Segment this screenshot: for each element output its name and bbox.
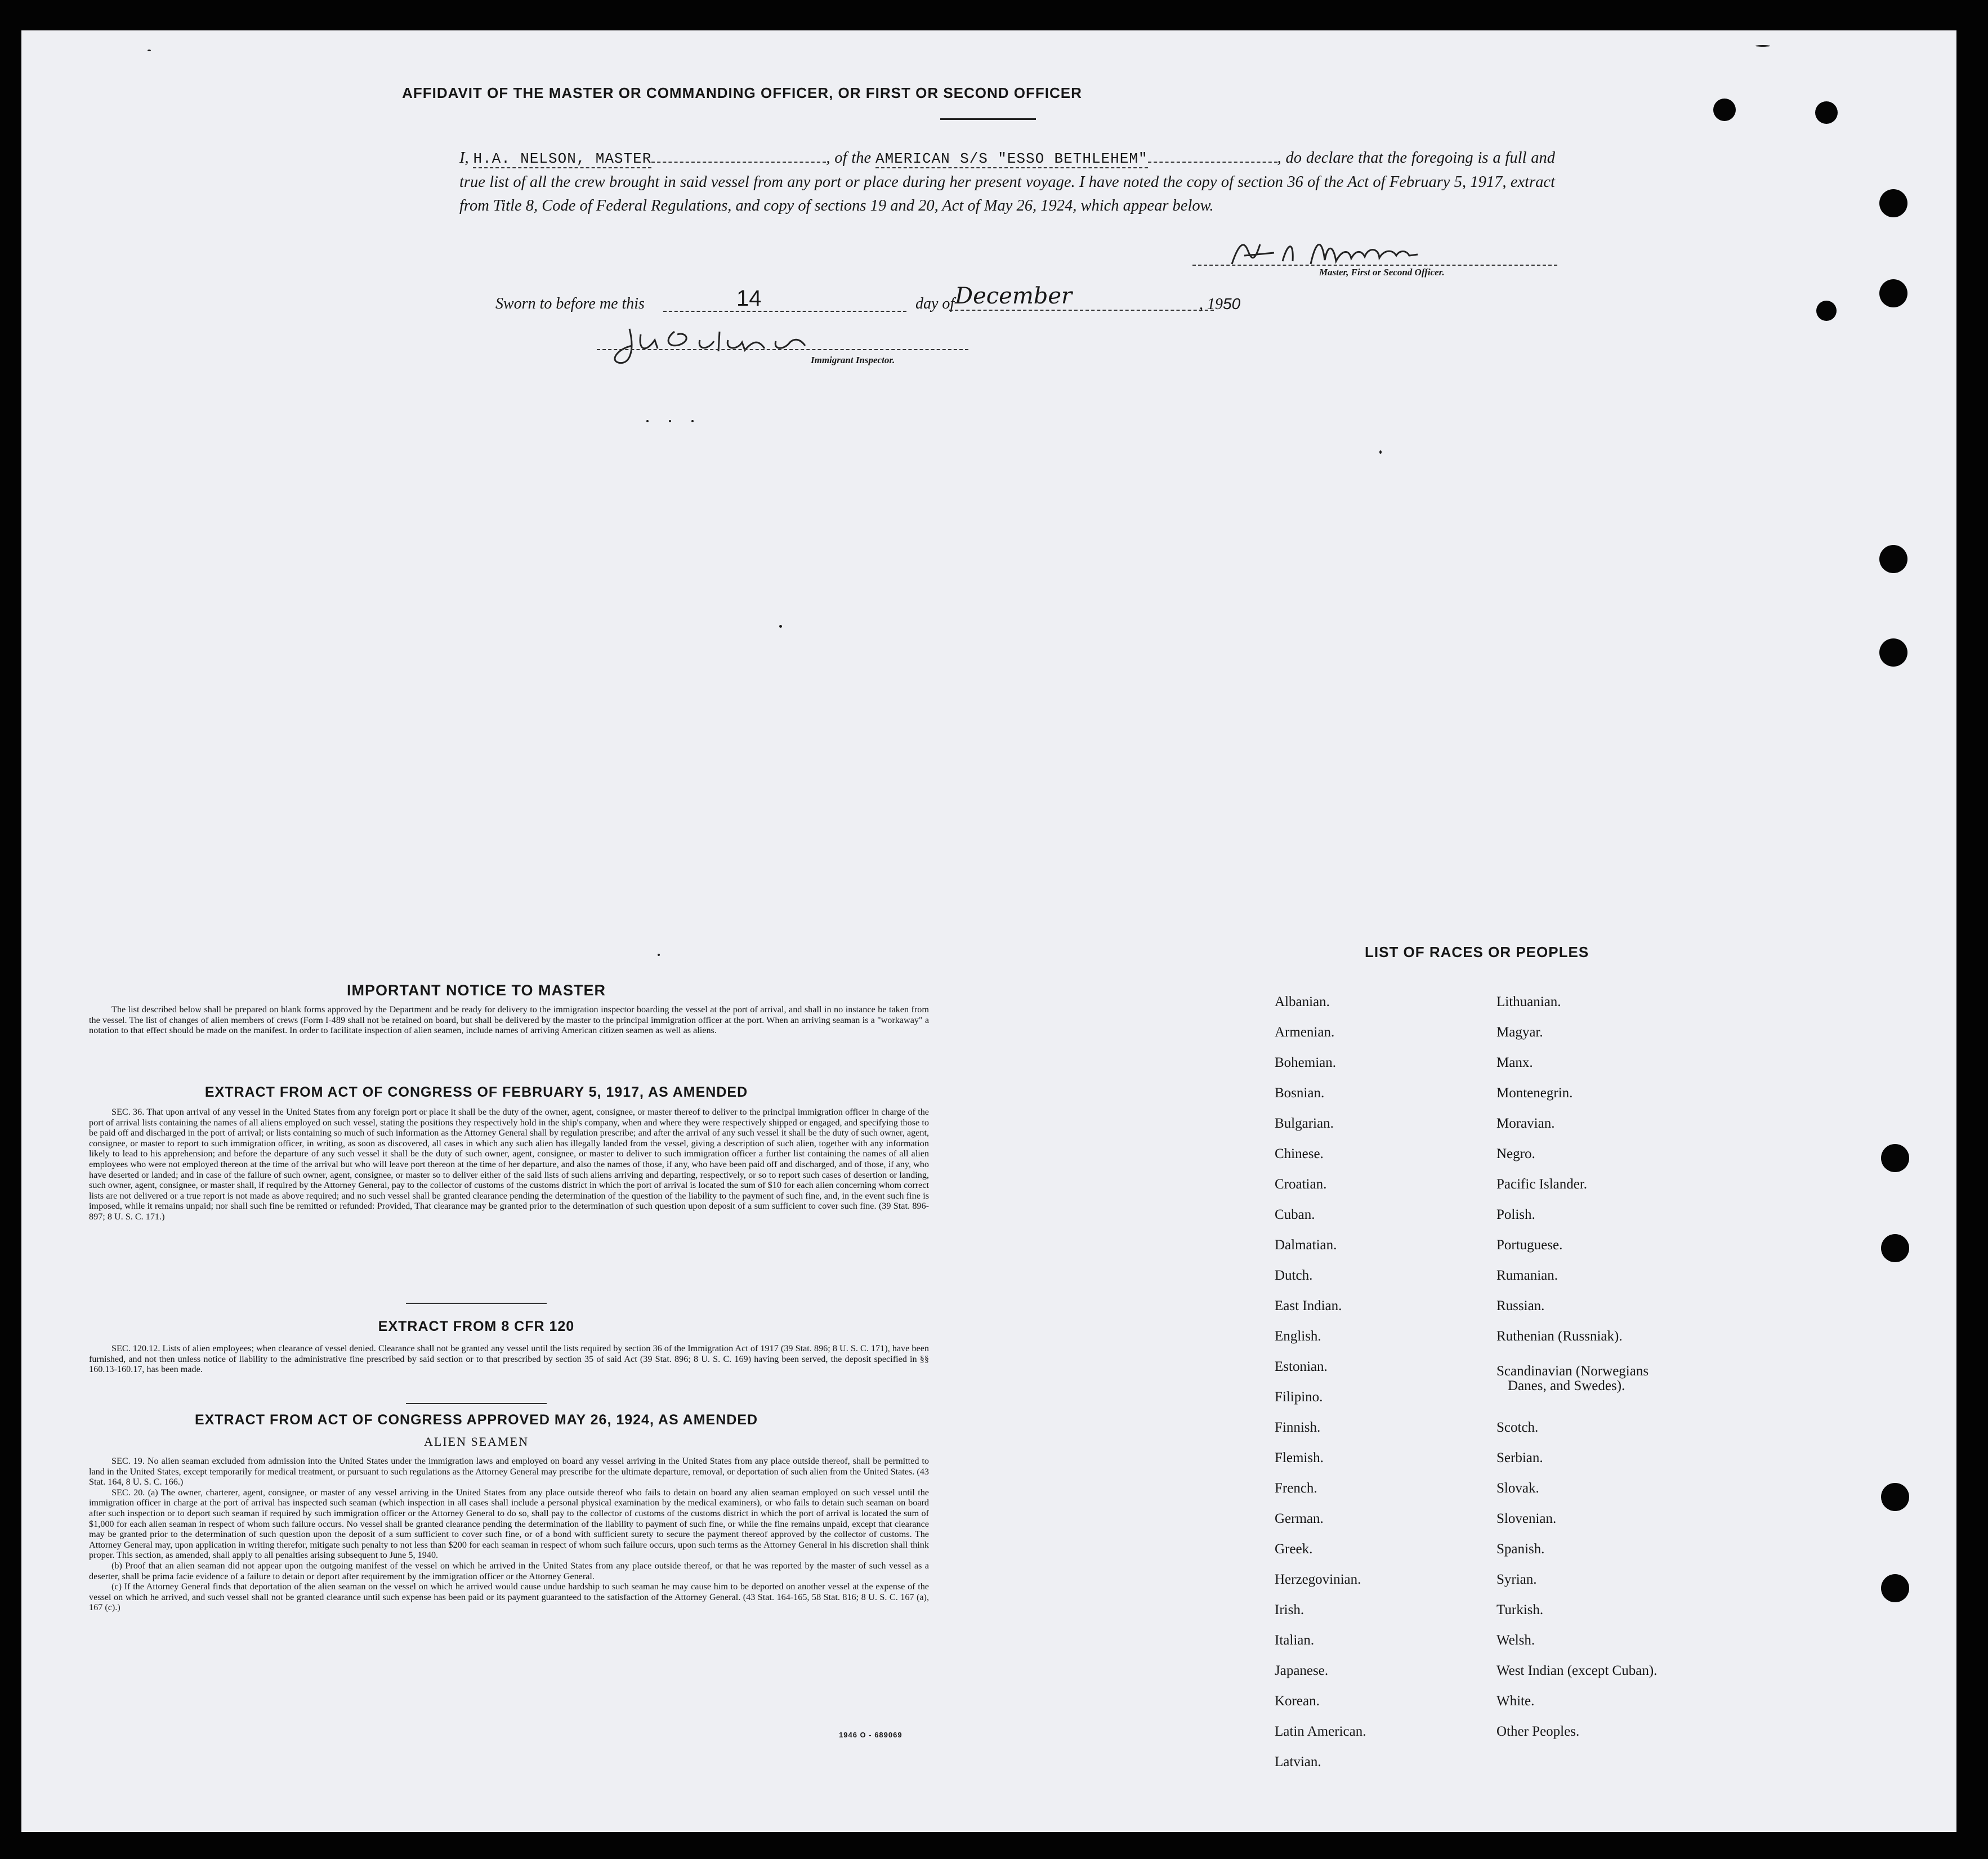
race-item: Scandinavian (Norwegians [1496, 1364, 1649, 1379]
extract-1924-title: EXTRACT FROM ACT OF CONGRESS APPROVED MAY 26, 1924, AS AMENDED [194, 1412, 758, 1428]
race-item: French. [1275, 1481, 1317, 1496]
section-19-paragraph: SEC. 19. No alien seaman excluded from admission into the United States under the immigration laws and employed on board any vessel arriving in the United States from any place outside thereof, shall be permitted to land in the United States, except temporarily for medical treatment, or pursuant to such regulations as the Attorney General may prescribe for the ultimate departure, removal, or deportation of such alien from the United States. (43 Stat. 164, 8 U. S. C. 166.) [89, 1456, 929, 1487]
race-item: Turkish. [1496, 1602, 1544, 1617]
punch-hole [1816, 301, 1837, 321]
section-20c-paragraph: (c) If the Attorney General finds that deportation of the alien seaman on the vessel on which he arrived would cause undue hardship to such seaman he may cause him to be deported on another vessel at the expense of the vessel on which he arrived, and such vessel shall not be granted clearance until such expense has been paid or its payment guaranteed to the satisfaction of the Attorney General. (43 Stat. 164-165, 58 Stat. 816; 8 U. S. C. 167 (a), 167 (c).) [89, 1581, 929, 1613]
extract-1924-body [89, 1456, 929, 1613]
affidavit-pre-name: I, [459, 149, 469, 167]
scan-speck [148, 50, 151, 51]
fill-dash [1148, 150, 1277, 163]
extract-1924-subtitle: ALIEN SEAMEN [424, 1435, 529, 1449]
scan-speck [1379, 450, 1382, 454]
year-label [1199, 295, 1240, 314]
punch-hole [1815, 101, 1838, 124]
extract-1917-body [89, 1107, 929, 1222]
year-prefix: , 19 [1199, 296, 1223, 313]
race-item: Other Peoples. [1496, 1724, 1580, 1739]
race-item: Herzegovinian. [1275, 1572, 1361, 1587]
title-rule [940, 118, 1036, 120]
race-item: Magyar. [1496, 1025, 1543, 1040]
race-item: Scotch. [1496, 1420, 1539, 1435]
section-rule [406, 1303, 547, 1304]
race-item: Italian. [1275, 1633, 1315, 1648]
race-item: Dalmatian. [1275, 1237, 1337, 1253]
year-value: 50 [1223, 295, 1241, 312]
punch-hole [1881, 1144, 1909, 1172]
vessel-name-field[interactable]: AMERICAN S/S "ESSO BETHLEHEM" [875, 150, 1148, 167]
race-item: White. [1496, 1693, 1535, 1709]
race-item: Lithuanian. [1496, 994, 1561, 1009]
race-item: Latin American. [1275, 1724, 1366, 1739]
race-item: Ruthenian (Russniak). [1496, 1329, 1623, 1344]
race-item: Spanish. [1496, 1541, 1545, 1557]
race-item: Slovenian. [1496, 1511, 1557, 1526]
sworn-day-field[interactable] [663, 288, 906, 312]
race-item: Moravian. [1496, 1116, 1555, 1131]
race-item: Rumanian. [1496, 1268, 1558, 1283]
fill-dash [651, 150, 826, 163]
inspector-signature [607, 318, 843, 368]
sworn-day-value: 14 [736, 286, 762, 311]
race-item: Bulgarian. [1275, 1116, 1334, 1131]
race-item: Pacific Islander. [1496, 1177, 1588, 1192]
punch-hole [1879, 189, 1907, 217]
race-item: English. [1275, 1329, 1321, 1344]
notice-body [89, 1004, 929, 1036]
section-120-paragraph: SEC. 120.12. Lists of alien employees; when clearance of vessel denied. Clearance shall not be granted any vessel until the lists required by section 36 of the Immigration Act of 1917 (39 Stat. 896; 8 U. S. C. 171), have been furnished, and not then unless notice of liability to the administrative fine prescribed by said section or to that prescribed by section 35 of said Act (39 Stat. 896; 8 U. S. C. 169) having been served, the deposit specified in §§ 160.13-160.17, has been made. [89, 1343, 929, 1375]
race-item: Filipino. [1275, 1389, 1323, 1405]
races-title: LIST OF RACES OR PEOPLES [1365, 944, 1589, 960]
race-item: Cuban. [1275, 1207, 1315, 1222]
punch-hole [1881, 1234, 1909, 1262]
race-item: Greek. [1275, 1541, 1313, 1557]
affidavit-of-the: , of the [826, 149, 872, 167]
notice-paragraph: The list described below shall be prepared on blank forms approved by the Department and be ready for delivery to the immigration inspector boarding the vessel at the port of arrival, and shall in no instance be taken from the vessel. The list of changes of alien members of crews (Form I-489 shall not be retained on board, but shall be delivered by the master to the principal immigration officer at the port. When an arriving seaman is a "workaway" a notation to that effect should be made on the manifest. In order to facilitate inspection of alien seamen, include names of arriving American citizen seamen as well as aliens. [89, 1004, 929, 1036]
sworn-label: Sworn to before me this [495, 295, 645, 312]
race-item: Slovak. [1496, 1481, 1539, 1496]
race-item: Dutch. [1275, 1268, 1313, 1283]
section-20b-paragraph: (b) Proof that an alien seaman did not appear upon the outgoing manifest of the vessel on which he arrived in the United States from any place outside thereof, or that he was reported by the master of such vessel as a deserter, shall be prima facie evidence of a failure to detain or deport after requirement by the immigration officer or the Attorney General. [89, 1560, 929, 1581]
race-item: Korean. [1275, 1693, 1320, 1709]
punch-hole [1881, 1483, 1909, 1511]
day-of-label: day of [915, 295, 955, 312]
race-item: Japanese. [1275, 1663, 1329, 1678]
punch-hole [1879, 545, 1907, 573]
section-rule [406, 1403, 547, 1404]
punch-hole [1879, 638, 1907, 667]
scan-speck [779, 625, 782, 628]
extract-cfr-title: EXTRACT FROM 8 CFR 120 [378, 1319, 575, 1334]
race-item: Bohemian. [1275, 1055, 1337, 1070]
race-item: Danes, and Swedes). [1508, 1378, 1625, 1393]
signature-line [1192, 265, 1557, 266]
race-item: Portuguese. [1496, 1237, 1563, 1253]
race-item: Serbian. [1496, 1450, 1543, 1465]
affidavit-title: AFFIDAVIT OF THE MASTER OR COMMANDING OFFICER, OR FIRST OR SECOND OFFICER [402, 84, 1082, 101]
race-item: Manx. [1496, 1055, 1533, 1070]
scan-speck [658, 954, 660, 956]
extract-cfr-body [89, 1343, 929, 1375]
affidavit-text [459, 146, 1555, 218]
race-item: Russian. [1496, 1298, 1545, 1313]
race-item: Estonian. [1275, 1359, 1328, 1374]
form-sheet [21, 30, 1956, 1832]
race-item: Bosnian. [1275, 1085, 1325, 1101]
scan-speck [646, 420, 649, 422]
print-code: 1946 O - 689069 [839, 1731, 903, 1739]
race-item: Welsh. [1496, 1633, 1535, 1648]
extract-1917-title: EXTRACT FROM ACT OF CONGRESS OF FEBRUARY 5, 1917, AS AMENDED [204, 1084, 748, 1100]
race-item: West Indian (except Cuban). [1496, 1663, 1658, 1678]
inspector-caption: Immigrant Inspector. [811, 355, 895, 365]
punch-hole [1713, 99, 1736, 121]
race-item: Armenian. [1275, 1025, 1335, 1040]
race-item: Croatian. [1275, 1177, 1327, 1192]
race-item: Chinese. [1275, 1146, 1324, 1161]
race-item: Irish. [1275, 1602, 1305, 1617]
scan-speck [669, 420, 671, 422]
affidavit-declaration: that the foregoing is a full and true list of all the crew brought in said vessel from any port or place during her present voyage. I have noted the copy of section 36 of the Act of February 5, 1917, extract from Title 8, Code of Federal Regulations, and copy of sections 19 and 20, Act of May 26, 1924, which appear below. [459, 149, 1556, 214]
section-36-paragraph: SEC. 36. That upon arrival of any vessel in the United States from any foreign port or place it shall be the duty of the owner, agent, consignee, or master thereof to deliver to the principal immigration officer in charge of the port of arrival lists containing the names of all aliens employed on such vessel, stating the positions they respectively hold in the ship's company, when and where they were respectively shipped or engaged, and specifying those to be paid off and discharged in the port of arrival; or lists containing so much of such information as the Attorney General shall by regulation prescribe; and after the arrival of any such vessel it shall be the duty of such owner, agent, consignee, or master to report to such immigration officer, in writing, as soon as discovered, all cases in which any such alien has illegally landed from the vessel, giving a description of such alien, together with any information likely to lead to his apprehension; and before the departure of any such vessel it shall be the duty of such owner, agent, consignee, or master to deliver to such immigration officer a further list containing the names of all alien employees who were not employed thereon at the time of the arrival but who will leave port thereon at the time of her departure, and also the names of those, if any, who have been paid off and discharged, and of those, if any, who have deserted or landed; and in case of the failure of such owner, agent, consignee, or master so to deliver either of the said lists of such aliens arriving and departing, respectively, or so to report such cases of desertion or landing, such owner, agent, consignee, or master shall, if required by the Attorney General, pay to the collector of customs of the customs district in which the port of arrival is located the sum of $10 for each alien concerning whom correct lists are not delivered or a true report is not made as above required; and no such vessel shall be granted clearance pending the determination of the question of the liability to the payment of such fine, and, in the event such fine is imposed, while it remains unpaid; nor shall such fine be remitted or refunded: Provided, That clearance may be granted prior to the determination of such question upon deposit of a sum sufficient to cover such fine. (39 Stat. 896-897; 8 U. S. C. 171.) [89, 1107, 929, 1222]
race-item: Flemish. [1275, 1450, 1324, 1465]
race-item: Syrian. [1496, 1572, 1537, 1587]
race-item: Finnish. [1275, 1420, 1321, 1435]
scan-speck [1755, 45, 1770, 47]
master-name-field[interactable]: H.A. NELSON, MASTER [473, 150, 652, 167]
section-20a-paragraph: SEC. 20. (a) The owner, charterer, agent, consignee, or master of any vessel arriving in the United States from any place outside thereof who fails to detain on board any alien seaman employed on such vessel until the immigration officer in charge at the port of arrival has inspected such seaman (which inspection in all cases shall include a personal physical examination by the medical examiners), or who fails to detain such seaman on board after such inspection or to deport such seaman if required by such immigration officer or the Attorney General to do so, shall pay to the collector of customs of the customs district in which the port of arrival is located the sum of $1,000 for each alien seaman in respect of whom such failure occurs. No vessel shall be granted clearance pending the determination of the liability to payment of such fine, or while the fine remains unpaid, except that clearance may be granted prior to the determination of such question upon the deposit of a sum sufficient to cover such fine, or of a bond with sufficient surety to secure the payment thereof approved by the collector of customs. The Attorney General may, upon application in writing therefor, mitigate such penalty to not less than $200 for each seaman in respect of whom such failure occurs, upon such terms as the Attorney General in his discretion shall think proper. This section, as amended, shall apply to all penalties arising subsequent to June 5, 1940. [89, 1487, 929, 1561]
race-item: German. [1275, 1511, 1324, 1526]
race-item: Latvian. [1275, 1754, 1321, 1769]
signature-caption: Master, First or Second Officer. [1319, 267, 1445, 278]
sworn-month-field[interactable] [949, 284, 1214, 311]
affidavit-do-declare: , do declare [1277, 149, 1354, 167]
punch-hole [1881, 1574, 1909, 1602]
race-item: Albanian. [1275, 994, 1330, 1009]
race-item: East Indian. [1275, 1298, 1342, 1313]
notice-title: IMPORTANT NOTICE TO MASTER [347, 982, 606, 999]
sworn-month-value: December [955, 283, 1073, 309]
race-item: Negro. [1496, 1146, 1535, 1161]
race-item: Montenegrin. [1496, 1085, 1573, 1101]
race-item: Polish. [1496, 1207, 1535, 1222]
punch-hole [1879, 279, 1907, 307]
scan-speck [691, 420, 694, 422]
inspector-signature-line [597, 349, 968, 350]
